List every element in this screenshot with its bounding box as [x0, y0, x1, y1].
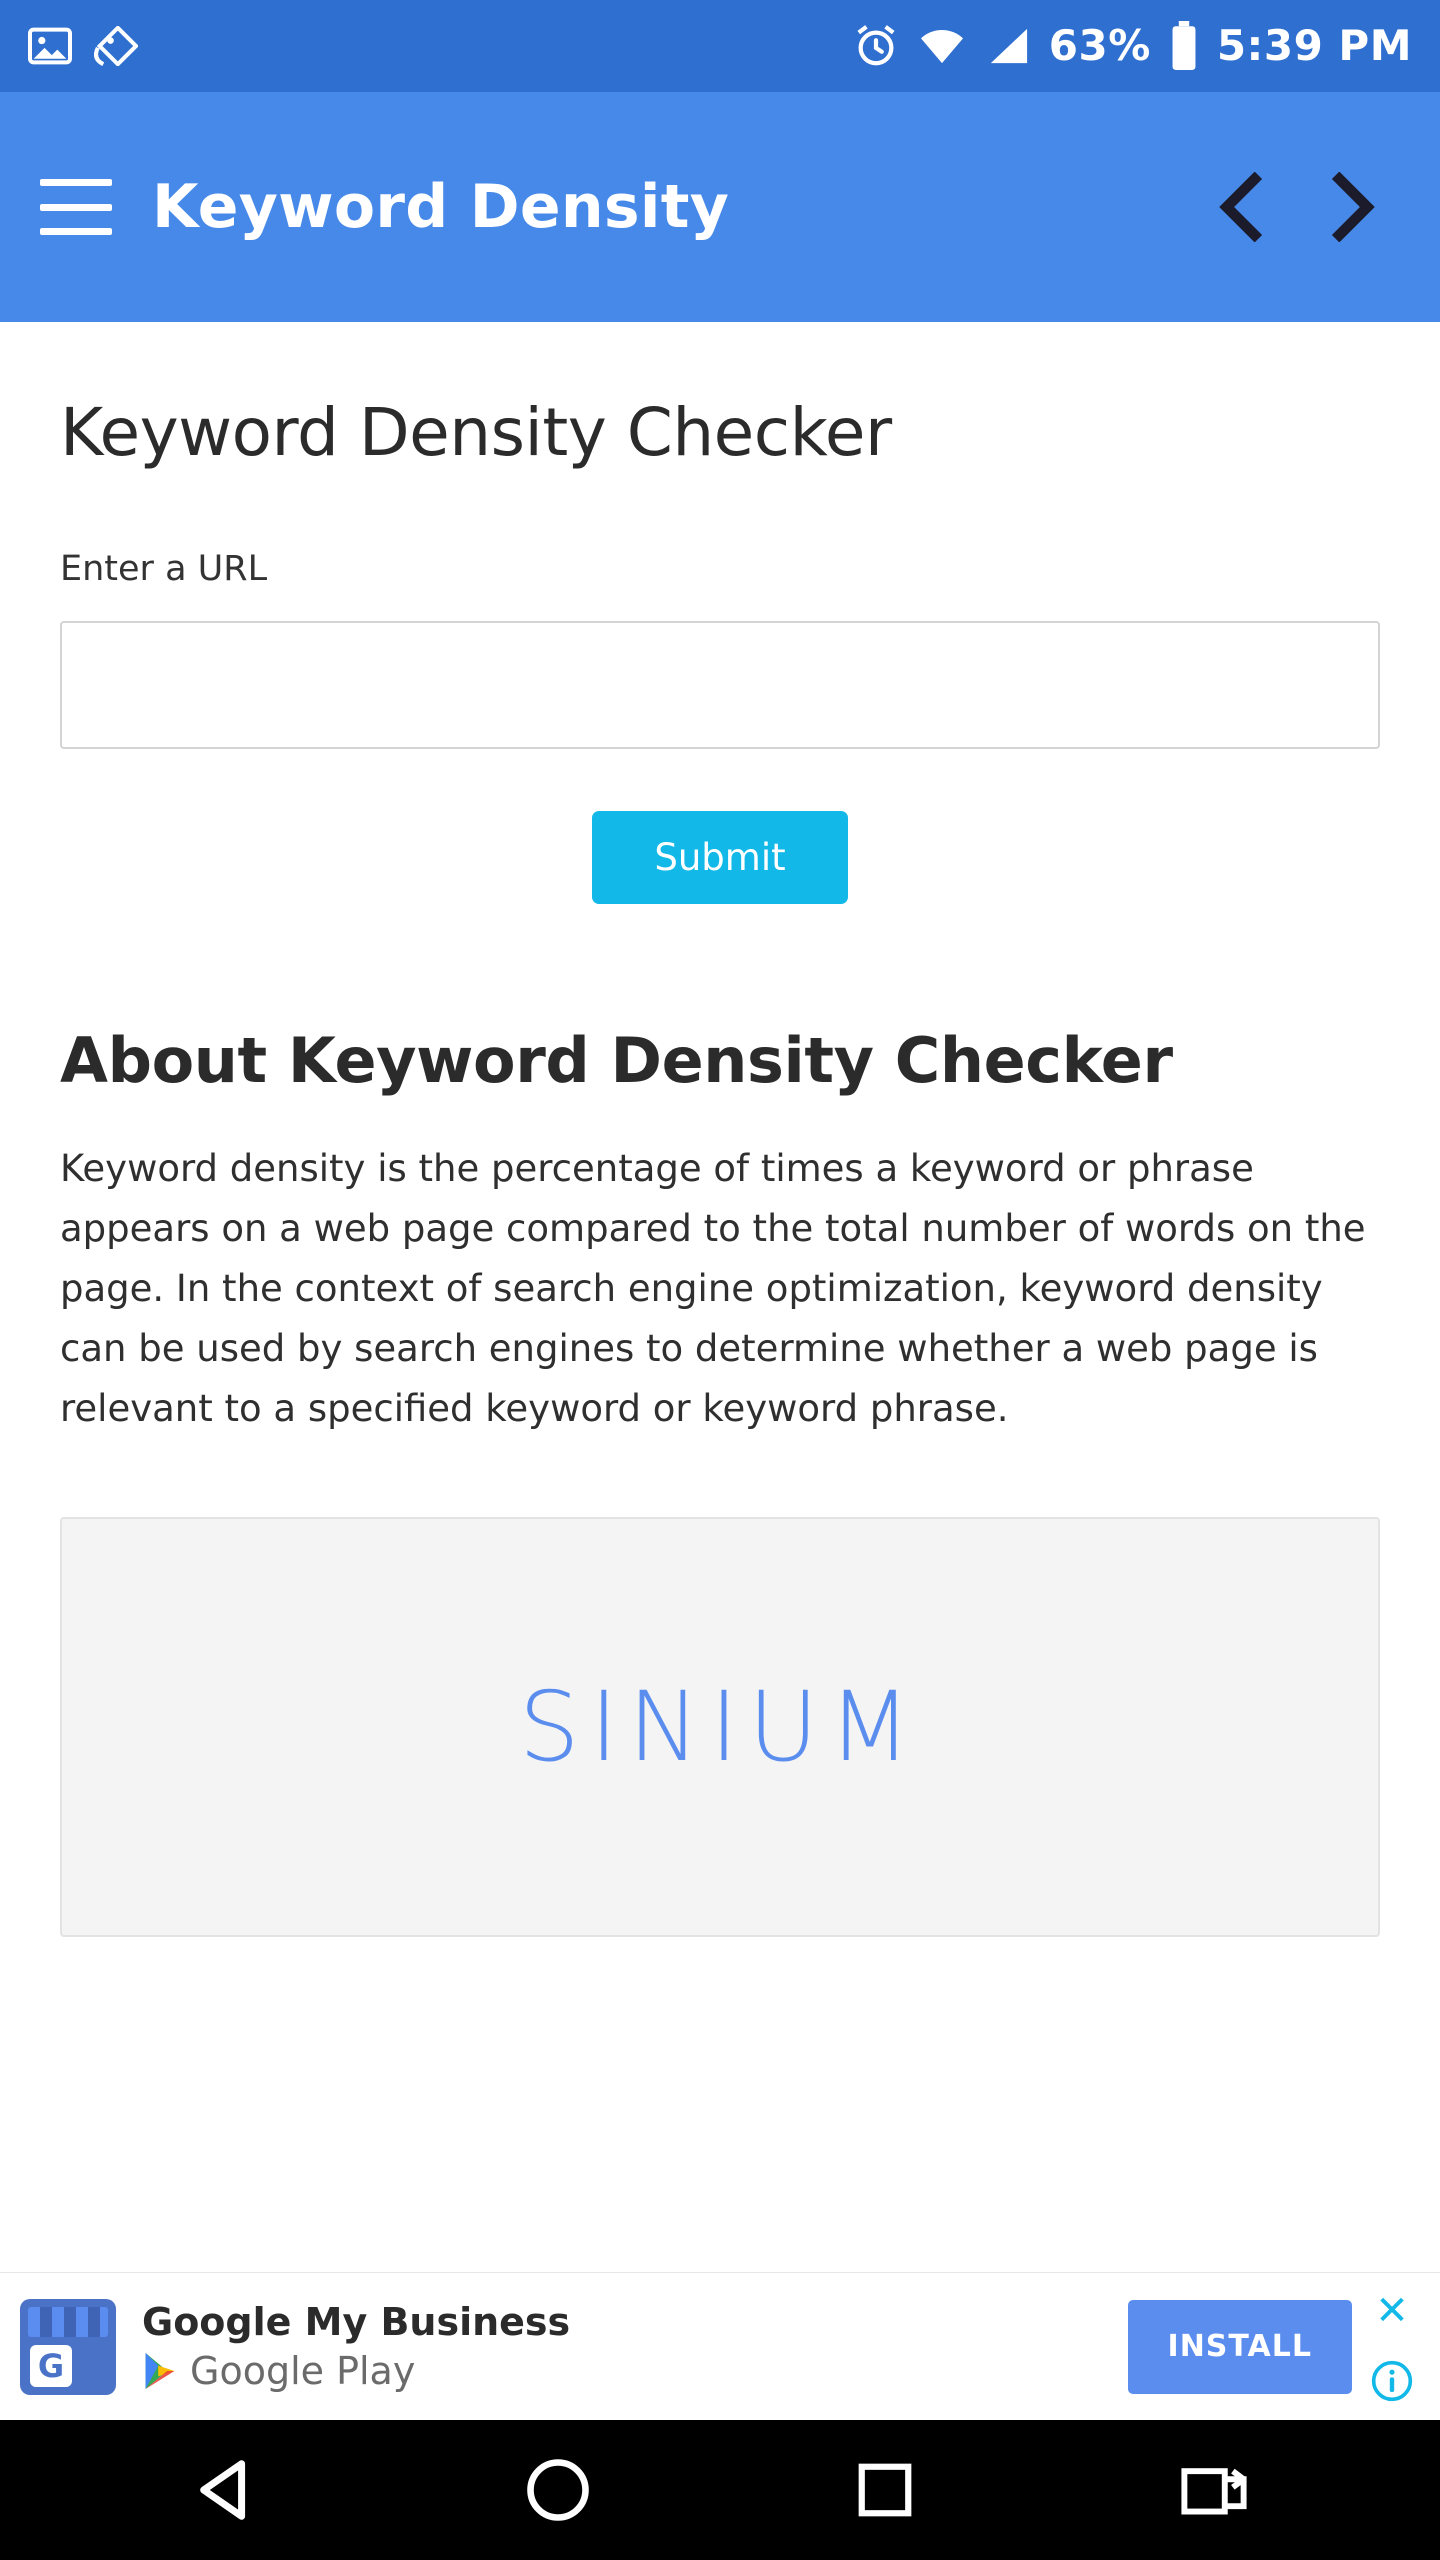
app-bar — [0, 92, 1440, 322]
clock-label: 5:39 PM — [1216, 21, 1412, 70]
g-letter: G — [30, 2345, 72, 2387]
hamburger-line — [40, 179, 112, 186]
status-bar — [0, 0, 1440, 92]
alarm-icon — [853, 23, 899, 69]
about-body-text: Keyword density is the percentage of times a keyword or phrase appears on a web page compared to the total number of words on the page. In the context of search engine optimization, keyword density can be used by search engines to determine whether a web page is relevant to a specified keyword or keyword phrase. — [60, 1147, 1366, 1430]
status-bar-right-icons — [853, 21, 1412, 71]
hamburger-line — [40, 228, 112, 235]
ad-side-controls — [1360, 2287, 1424, 2403]
url-input[interactable] — [60, 621, 1380, 749]
signal-icon — [985, 25, 1031, 67]
page-title: Keyword Density Checker — [60, 394, 892, 471]
awning-stripes — [28, 2307, 108, 2337]
ad-store-name: Google Play — [190, 2348, 416, 2393]
switch-apps-icon[interactable] — [1179, 2459, 1249, 2521]
image-icon — [28, 26, 72, 66]
ad-info-icon[interactable] — [1370, 2359, 1414, 2403]
chevron-left-icon[interactable] — [1214, 172, 1272, 242]
url-field-label: Enter a URL — [60, 549, 268, 589]
ad-banner[interactable] — [0, 2272, 1440, 2420]
google-play-icon — [142, 2351, 178, 2391]
battery-percent-label: 63% — [1048, 21, 1151, 70]
hamburger-line — [40, 204, 112, 211]
hamburger-menu-icon[interactable] — [40, 179, 112, 235]
close-icon[interactable]: ✕ — [1375, 2287, 1409, 2334]
square-recents-icon[interactable] — [854, 2459, 916, 2521]
app-bar-title: Keyword Density — [152, 172, 730, 242]
ad-store-row — [142, 2348, 570, 2393]
wifi-icon — [917, 25, 967, 67]
system-nav-bar — [0, 2420, 1440, 2560]
about-heading: About Keyword Density Checker — [60, 1024, 1173, 1097]
ad-title: Google My Business — [142, 2299, 571, 2344]
chevron-right-icon[interactable] — [1322, 172, 1380, 242]
page-content — [0, 322, 1440, 2272]
submit-button[interactable]: Submit — [592, 811, 847, 904]
ad-text-column — [142, 2299, 571, 2393]
sinium-logo-box — [60, 1517, 1380, 1937]
sinium-logo-text: SINIUM — [518, 1670, 922, 1783]
app-bar-nav — [1214, 172, 1400, 242]
tag-icon — [94, 26, 138, 66]
status-bar-left-icons — [28, 26, 138, 66]
battery-icon — [1169, 21, 1199, 71]
google-my-business-icon — [20, 2299, 116, 2395]
circle-home-icon[interactable] — [525, 2457, 591, 2523]
ad-install-button[interactable]: INSTALL — [1128, 2300, 1352, 2394]
triangle-back-icon[interactable] — [192, 2457, 262, 2523]
submit-row — [60, 811, 1380, 904]
